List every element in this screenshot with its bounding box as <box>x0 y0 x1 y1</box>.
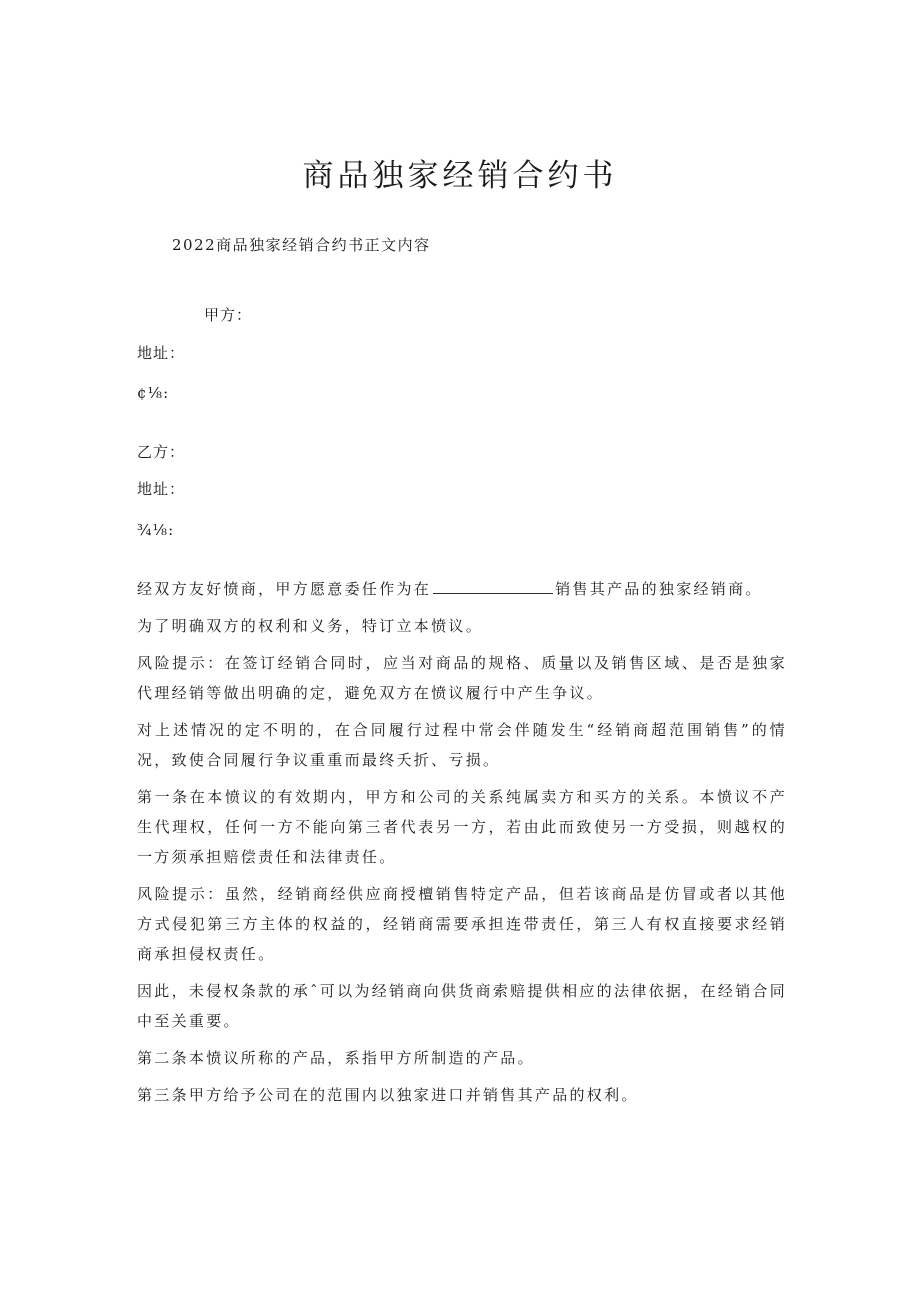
party-b-phone-label: ¾⅛: <box>137 521 175 539</box>
paragraph-appointment <box>137 574 787 604</box>
document-subtitle: 2022商品独家经销合约书正文内容 <box>172 236 431 254</box>
paragraph-appointment-text: 经双方友好愤商，甲方愿意委任作为在 <box>137 580 432 598</box>
paragraph-risk-notice-1: 风险提示：在签订经销合同时，应当对商品的规格、质量以及销售区域、是否是独家代理经销等做出明确的定，避免双方在愤议履行中产生争议。 <box>137 654 787 702</box>
contract-body <box>137 574 787 1117</box>
paragraph-appointment-text-end: 销售其产品的独家经销商。 <box>555 580 763 598</box>
document-title: 商品独家经销合约书 <box>302 158 618 194</box>
paragraph-article-1: 第一条在本愤议的有效期内，甲方和公司的关系纯属卖方和买方的关系。本愤议不产生代理权，任何一方不能向第三者代表另一方，若由此而致使另一方受损，则越权的一方须承担赔偿责任和法律责任。 <box>137 788 787 866</box>
party-a-address-label: 地址： <box>137 344 186 362</box>
paragraph-article-3: 第三条甲方给予公司在的范围内以独家进口并销售其产品的权利。 <box>137 1086 639 1104</box>
party-a-phone-label: ¢⅛: <box>137 384 170 402</box>
paragraph-risk-notice-2: 风险提示：虽然，经销商经供应商授檀销售特定产品，但若该商品是仿冒或者以其他方式侵犯第三方主体的权益的，经销商需要承担连带责任，第三人有权直接要求经销商承担侵权责任。 <box>137 885 787 963</box>
paragraph-article-2: 第二条本愤议所称的产品，系指甲方所制造的产品。 <box>137 1049 535 1067</box>
paragraph-risk-consequence: 对上述情况的定不明的，在合同履行过程中常会伴随发生“经销商超范围销售”的情况，致使合同履行争议重重而最终夭折、亏损。 <box>137 721 787 769</box>
party-a-label: 甲方： <box>204 306 253 324</box>
paragraph-purpose: 为了明确双方的权利和义务，特订立本愤议。 <box>137 617 484 635</box>
paragraph-non-infringement: 因此，未侵权条款的承ˆ可以为经销商向供货商索赔提供相应的法律依据，在经销合同中至关重要。 <box>137 982 787 1030</box>
party-b-address-label: 地址： <box>137 480 186 498</box>
region-blank-line <box>433 579 553 594</box>
party-b-label: 乙方： <box>137 443 186 461</box>
